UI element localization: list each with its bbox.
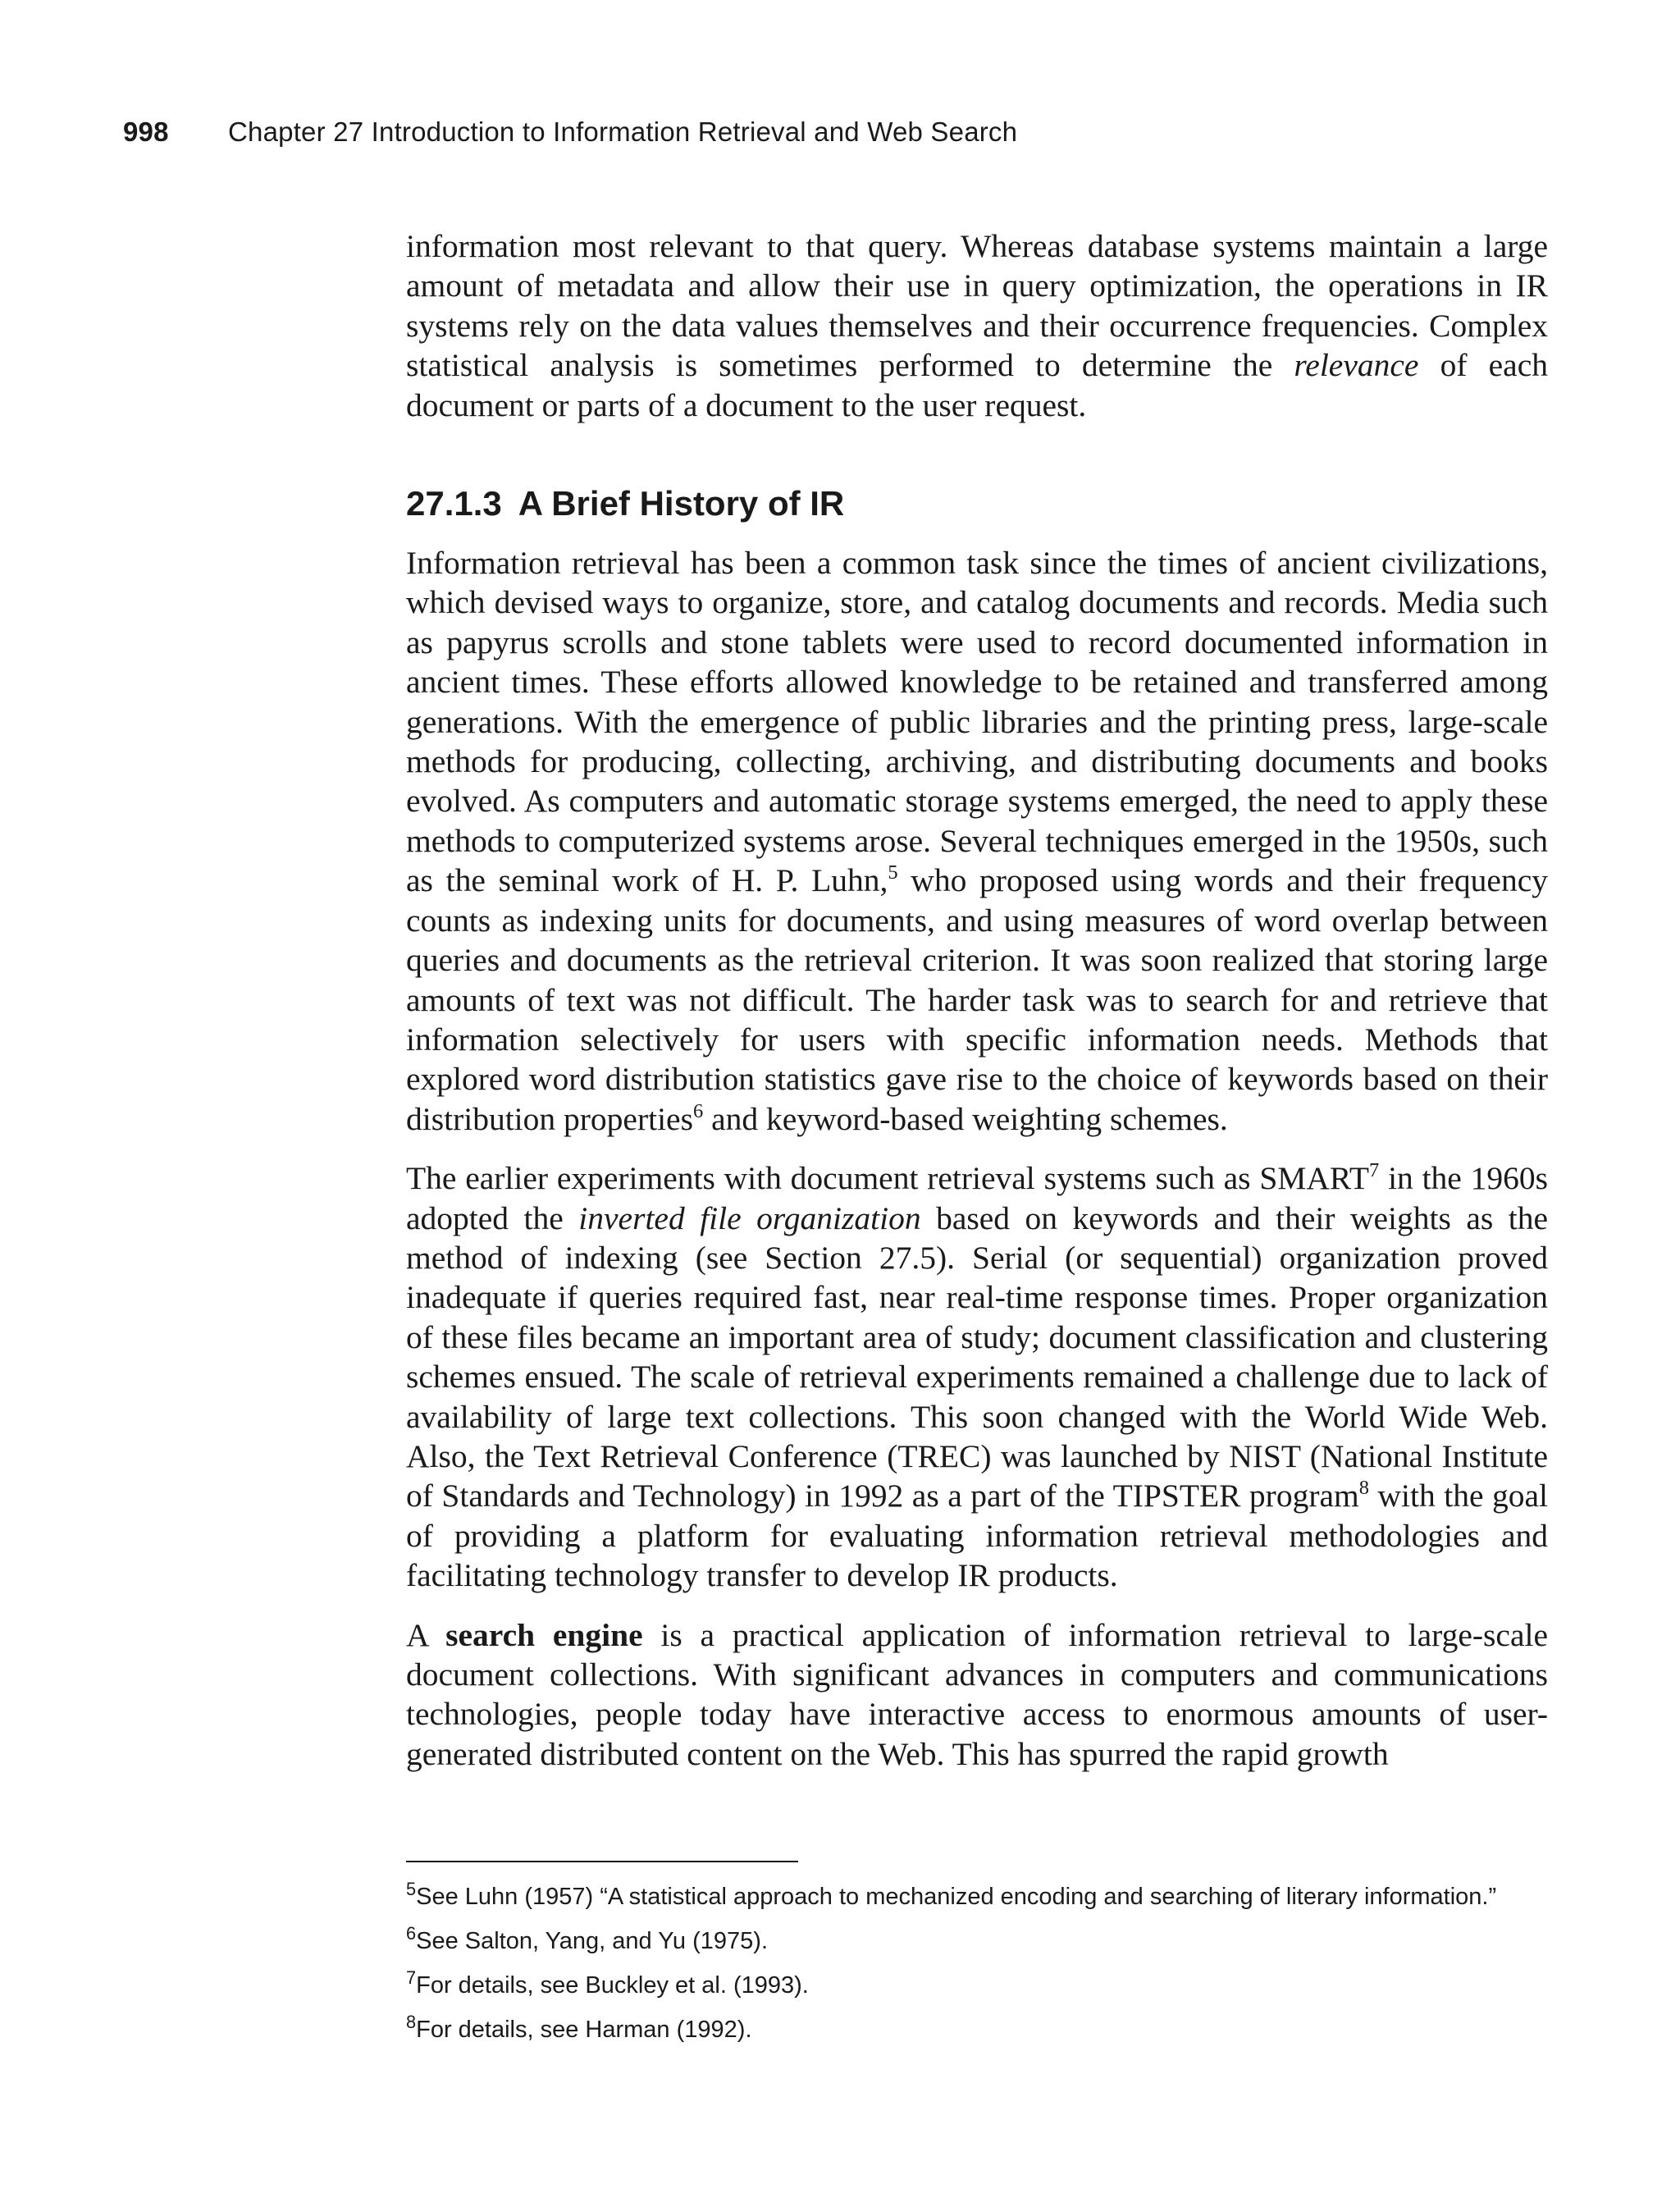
- term-search-engine: search engine: [445, 1616, 643, 1653]
- footnote-8: $^8$For details, see Harman (1992).: [406, 2012, 752, 2043]
- paragraph-history: Information retrieval has been a common task since the times of ancient civilizations, which devised ways to organize, store, and catalog documents and records. Media such as papyrus scrolls and stone tablets were used to record documented information in ancient times. These efforts allowed knowledge to be retained and transferred among generations. With the emergence of public libraries and the printing press, large-scale methods for producing, collecting, archiving, and distributing documents and books evolved. As computers and automatic storage systems emerged, the need to apply these methods to computerized systems arose. Several techniques emerged in the 1950s, such as the seminal work of H. P. Luhn,$^5$ who proposed using words and their frequency counts as indexing units for documents, and using measures of word overlap between queries and documents as the retrieval criterion. It was soon realized that storing large amounts of text was not difficult. The harder task was to search for and retrieve that information selectively for users with specific information needs. Methods that explored word distribution statistics gave rise to the choice of keywords based on their distribution properties$^6$ and keyword-based weighting schemes.: [406, 545, 1548, 1137]
- footnote-5: $^5$See Luhn (1957) “A statistical approach to mechanized encoding and searching of literary information.”: [406, 1879, 1497, 1910]
- paragraph-continuation: information most relevant to that query. Whereas database systems maintain a large amount of metadata and allow their use in query optimization, the operations in IR systems rely on the data values themselves and their occurrence frequencies. Complex statistical analysis is sometimes performed to determine the relevance of each document or parts of a document to the user request.: [406, 228, 1548, 423]
- footnote-ref-6[interactable]: 6: [692, 1099, 704, 1122]
- section-heading: [406, 484, 1548, 523]
- main-text-column: [406, 226, 1548, 1774]
- footnote-ref-8[interactable]: 8: [1358, 1477, 1369, 1500]
- footnote-ref-5[interactable]: 5: [888, 861, 898, 884]
- emphasis-inverted-file: inverted file organization: [578, 1199, 921, 1236]
- footnote-ref-7[interactable]: 7: [1369, 1158, 1380, 1181]
- section-number: 27.1.3: [406, 484, 502, 523]
- footnotes: [406, 1879, 1554, 2059]
- page-number: 998: [123, 116, 169, 147]
- footnote-6: $^6$See Salton, Yang, and Yu (1975).: [406, 1923, 769, 1954]
- running-head: [123, 116, 1017, 148]
- emphasis-relevance: relevance: [1294, 347, 1419, 384]
- footnote-7: $^7$For details, see Buckley et al. (1993).: [406, 1967, 809, 1999]
- footnote-divider: [406, 1861, 798, 1862]
- section-title: A Brief History of IR: [518, 484, 845, 523]
- running-title: Chapter 27 Introduction to Information Retrieval and Web Search: [228, 116, 1018, 147]
- paragraph-experiments: The earlier experiments with document retrieval systems such as SMART$^7$ in the 1960s adopted the inverted file organization based on keywords and their weights as the method of indexing (see Section 27.5). Serial (or sequential) organization proved inadequate if queries required fast, near real-time response times. Proper organization of these files became an important area of study; document classification and clustering schemes ensued. The scale of retrieval experiments remained a challenge due to lack of availability of large text collections. This soon changed with the World Wide Web. Also, the Text Retrieval Conference (TREC) was launched by NIST (National Institute of Standards and Technology) in 1992 as a part of the TIPSTER program$^8$ with the goal of providing a platform for evaluating information retrieval methodologies and facilitating technology transfer to develop IR products.: [406, 1158, 1548, 1594]
- paragraph-search-engine: A search engine is a practical application of information retrieval to large-scale document collections. With significant advances in computers and communications technologies, people today have interactive access to enormous amounts of user-generated distributed content on the Web. This has spurred the rapid growth: [406, 1616, 1548, 1772]
